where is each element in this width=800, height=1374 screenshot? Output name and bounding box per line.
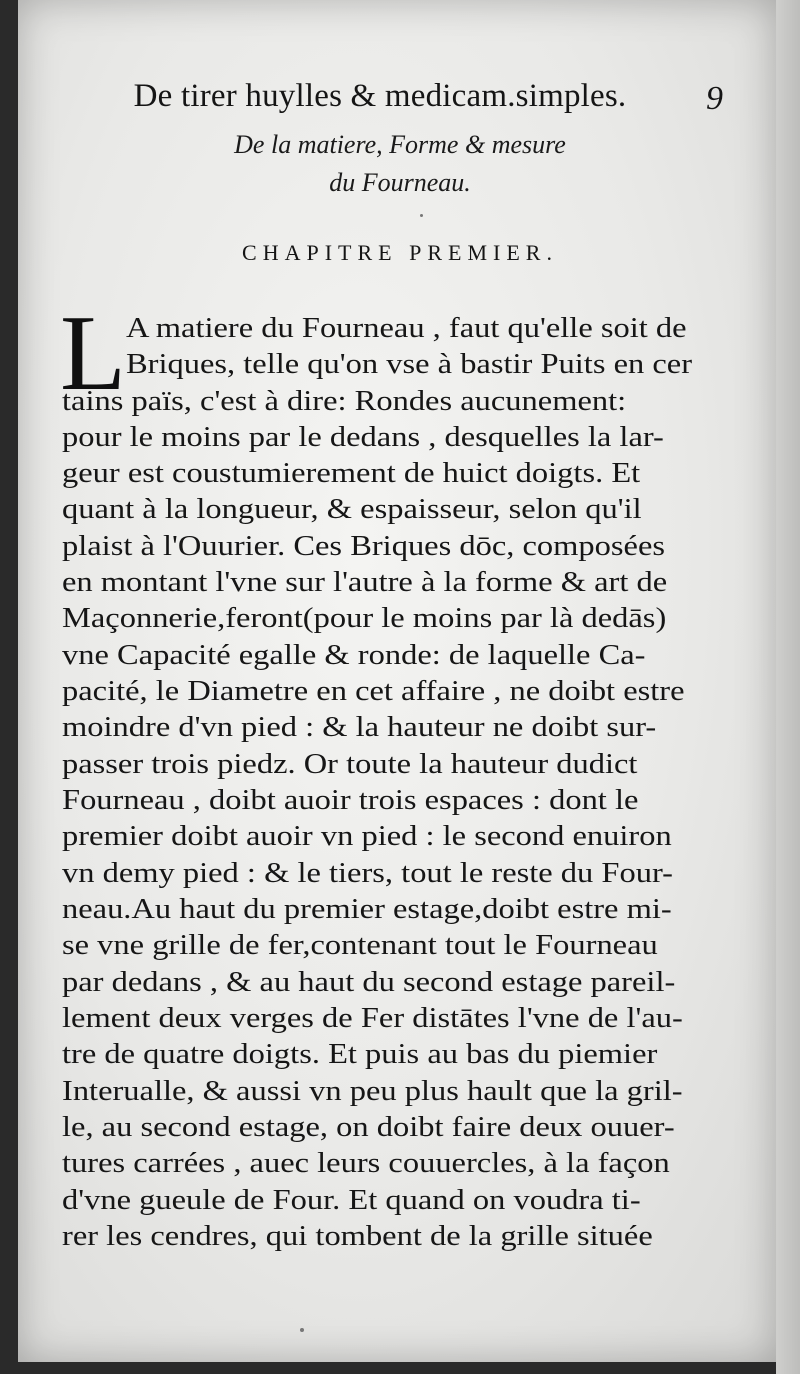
text-line: tre de quatre doigts. Et puis au bas du piemier: [62, 1038, 658, 1070]
text-line: Maçonnerie,feront(pour le moins par là dedās): [62, 602, 667, 634]
text-line: moindre d'vn pied : & la hauteur ne doibt sur-: [62, 711, 657, 743]
text-line: lement deux verges de Fer distātes l'vne de l'au-: [62, 1002, 683, 1034]
text-line: vne Capacité egalle & ronde: de laquelle Ca-: [62, 639, 646, 671]
text-line: rer les cendres, qui tombent de la grille située: [62, 1220, 653, 1252]
drop-cap: L: [60, 294, 126, 413]
text-line: neau.Au haut du premier estage,doibt estre mi-: [62, 893, 672, 925]
subtitle-line-2: du Fourneau.: [329, 168, 471, 197]
subtitle-line-1: De la matiere, Forme & mesure: [234, 130, 566, 159]
text-line: quant à la longueur, & espaisseur, selon qu'il: [62, 493, 642, 525]
text-line: premier doibt auoir vn pied : le second enuiron: [62, 820, 672, 852]
chapter-heading: CHAPITRE PREMIER.: [242, 240, 558, 265]
text-line: Interualle, & aussi vn peu plus hault que la gril-: [62, 1075, 683, 1107]
page-edge: [776, 0, 800, 1374]
text-line: pour le moins par le dedans , desquelles la lar-: [62, 421, 664, 453]
text-line: pacité, le Diametre en cet affaire , ne doibt estre: [62, 675, 685, 707]
ink-speck: [300, 1328, 304, 1332]
text-line: par dedans , & au haut du second estage pareil-: [62, 966, 676, 998]
text-line: plaist à l'Ouurier. Ces Briques dōc, composées: [62, 530, 666, 562]
text-line: le, au second estage, on doibt faire deux ouuer-: [62, 1111, 675, 1143]
ink-speck: [420, 214, 423, 217]
text-line: A matiere du Fourneau , faut qu'elle soit de: [126, 312, 687, 344]
text-line: Briques, telle qu'on vse à bastir Puits en cer: [126, 348, 693, 380]
page-number: 9: [706, 80, 723, 117]
text-line: Fourneau , doibt auoir trois espaces : dont le: [62, 784, 639, 816]
text-line: se vne grille de fer,contenant tout le Fourneau: [62, 929, 658, 961]
text-line: tures carrées , auec leurs couuercles, à la façon: [62, 1147, 670, 1179]
text-line: d'vne gueule de Four. Et quand on voudra ti-: [62, 1184, 641, 1216]
section-subtitle: [150, 126, 650, 202]
text-line: passer trois piedz. Or toute la hauteur dudict: [62, 748, 638, 780]
running-head: De tirer huylles & medicam.simples.: [133, 78, 627, 114]
text-line: vn demy pied : & le tiers, tout le reste du Four-: [62, 857, 673, 889]
text-line: tains païs, c'est à dire: Rondes aucunement:: [62, 385, 627, 417]
text-line: en montant l'vne sur l'autre à la forme & art de: [62, 566, 668, 598]
text-line: geur est coustumierement de huict doigts. Et: [62, 457, 641, 489]
